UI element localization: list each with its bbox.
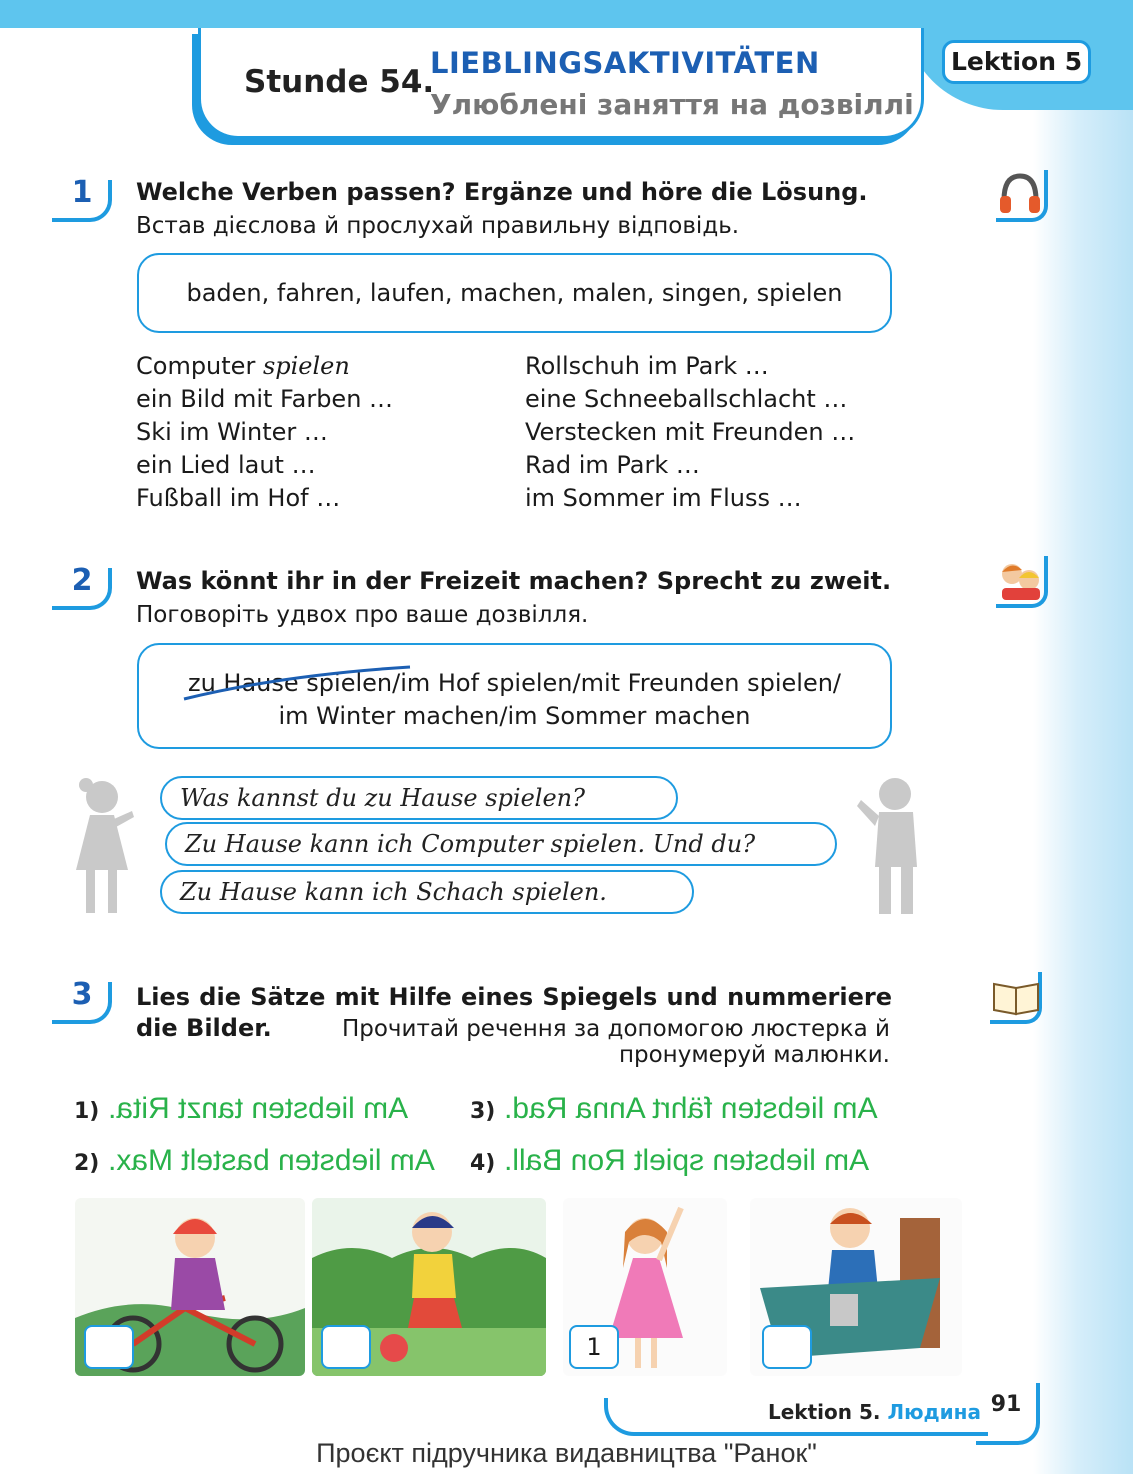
- picture-number-box[interactable]: [84, 1325, 134, 1369]
- book-icon: [990, 972, 1042, 1024]
- exercise-1-task: Welche Verben passen? Ergänze und höre die Lösung.: [136, 178, 868, 206]
- page-subtitle: Улюблені заняття на дозвіллі: [430, 88, 914, 121]
- girl-silhouette: [70, 775, 140, 920]
- phrase-item: Rad im Park …: [525, 451, 700, 479]
- headphones-icon: [996, 170, 1048, 222]
- picture-number-box[interactable]: [762, 1325, 812, 1369]
- phrase-list-right: [525, 350, 855, 515]
- phrase-item: Verstecken mit Freunden …: [525, 418, 856, 446]
- footer-lesson: Lektion 5. Людина: [768, 1400, 981, 1424]
- example-answer: spielen: [262, 352, 350, 380]
- boy-silhouette: [855, 772, 927, 920]
- mirrored-sentence: Am liebsten tanzt Rita.: [108, 1092, 409, 1125]
- sentence-label: 2): [74, 1151, 100, 1176]
- sentence-label: 3): [470, 1099, 496, 1124]
- sentence-label: 4): [470, 1151, 496, 1176]
- page-title: LIEBLINGSAKTIVITÄTEN: [430, 46, 820, 80]
- word-bank: baden, fahren, laufen, machen, malen, singen, spielen: [137, 253, 892, 333]
- publisher-note: Проєкт підручника видавництва "Ранок": [316, 1438, 817, 1468]
- phrase-item: im Sommer im Fluss …: [525, 484, 802, 512]
- footer-topic: Людина: [887, 1400, 981, 1424]
- lektion-badge: Lektion 5: [942, 40, 1091, 84]
- phrase-item: ein Lied laut …: [136, 451, 316, 479]
- phrase-item: Ski im Winter …: [136, 418, 328, 446]
- picture-number-box[interactable]: 1: [569, 1325, 619, 1369]
- exercise-2-number: 2: [60, 562, 104, 606]
- exercise-1-number: 1: [60, 174, 104, 218]
- exercise-3-number: 3: [60, 976, 104, 1020]
- page-number: 91: [976, 1383, 1040, 1445]
- exercise-2-task-uk: Поговоріть удвох про ваше дозвілля.: [136, 602, 589, 628]
- phrase-item: Fußball im Hof …: [136, 484, 341, 512]
- picture-number-box[interactable]: [321, 1325, 371, 1369]
- strike-line: [182, 665, 414, 705]
- exercise-2-task: Was könnt ihr in der Freizeit machen? Sprecht zu zweit.: [136, 567, 892, 595]
- exercise-3-task: Lies die Sätze mit Hilfe eines Spiegels und nummeriere die Bilder.: [136, 983, 892, 1042]
- mirrored-sentence: Am liebsten spielt Ron Ball.: [504, 1144, 870, 1177]
- right-decor-band: [1033, 0, 1133, 1474]
- mirrored-sentence: Am liebsten bastelt Max.: [108, 1144, 435, 1177]
- speech-bubble: Zu Hause kann ich Computer spielen. Und du?: [165, 822, 837, 866]
- phrase-box: zu Hause spielen/im Hof spielen/mit Freunden spielen/ im Winter machen/im Sommer machen: [137, 643, 892, 749]
- pair-work-icon: [996, 556, 1048, 608]
- lesson-number: Stunde 54.: [244, 64, 435, 100]
- exercise-3-task-uk: Прочитай речення за допомогою люстерка й пронумеруй малюнки.: [341, 1016, 890, 1068]
- struck-example: zu Hause: [188, 669, 306, 697]
- mirrored-sentence: Am liebsten fährt Anna Rad.: [504, 1092, 878, 1125]
- speech-bubble: Zu Hause kann ich Schach spielen.: [160, 870, 694, 914]
- phrase-item: ein Bild mit Farben …: [136, 385, 394, 413]
- phrase-item: Rollschuh im Park …: [525, 352, 769, 380]
- exercise-1-task-uk: Встав дієслова й прослухай правильну відповідь.: [136, 213, 740, 239]
- phrase-item: Computer spielen: [136, 352, 350, 380]
- sentence-label: 1): [74, 1099, 100, 1124]
- phrase-item: eine Schneeballschlacht …: [525, 385, 848, 413]
- speech-bubble: Was kannst du zu Hause spielen?: [160, 776, 678, 820]
- phrase-list-left: [136, 350, 393, 515]
